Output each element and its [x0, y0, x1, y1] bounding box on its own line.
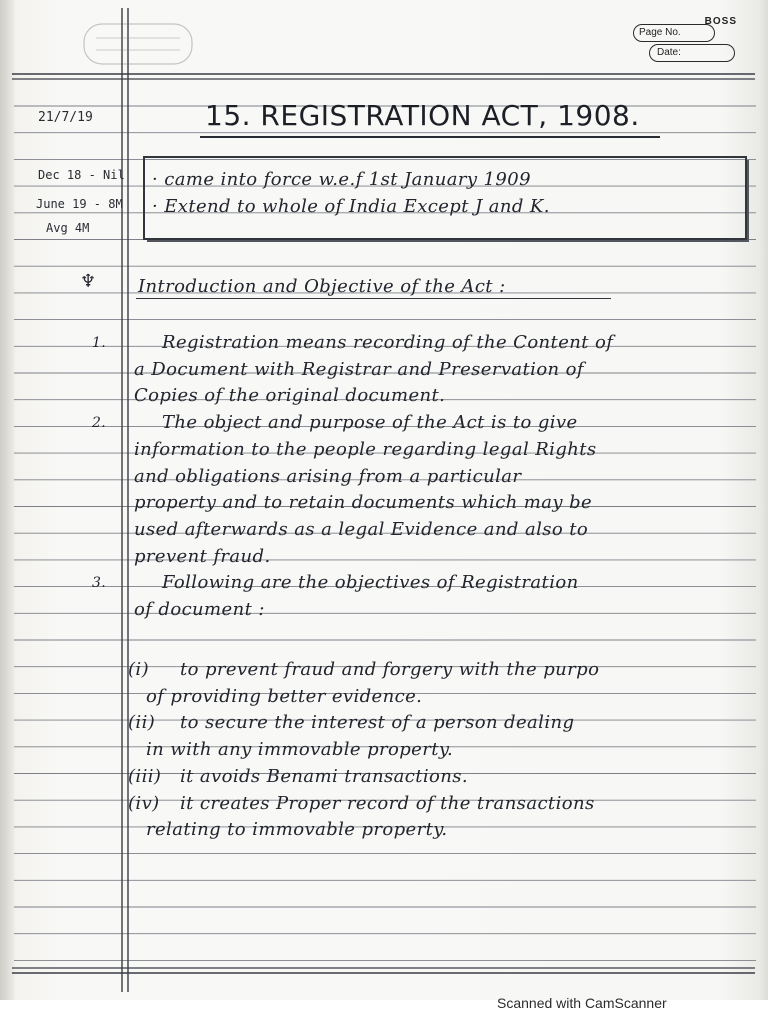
body-line: Registration means recording of the Content of	[162, 332, 614, 353]
brand-label: BOSS	[704, 16, 737, 27]
date-label: Date:	[657, 47, 681, 58]
fact-line: · Extend to whole of India Except J and K.	[152, 196, 550, 217]
faded-stamp-icon	[76, 18, 200, 70]
title-underline	[200, 136, 660, 138]
exam-stat-avg: Avg 4M	[46, 221, 90, 235]
body-line: and obligations arising from a particular	[134, 465, 522, 487]
body-line: property and to retain documents which may be	[134, 492, 593, 514]
scanner-watermark: Scanned with CamScanner	[497, 995, 667, 1011]
body-line: The object and purpose of the Act is to give	[162, 412, 578, 434]
body-line: a Document with Registrar and Preservation of	[134, 358, 584, 380]
objective-label: (iii)	[128, 765, 162, 787]
body-line: of document :	[134, 599, 265, 620]
notebook-header-logo	[633, 16, 741, 66]
page-title: 15. REGISTRATION ACT, 1908.	[205, 99, 640, 132]
objective-line: it creates Proper record of the transactions	[180, 792, 595, 814]
objective-line: to prevent fraud and forgery with the purpo	[180, 659, 600, 680]
exam-stat-june: June 19 - 8M	[36, 197, 123, 211]
section-heading-underline	[136, 298, 611, 299]
fact-line: · came into force w.e.f 1st January 1909	[152, 169, 531, 190]
body-line: used afterwards as a legal Evidence and also to	[134, 518, 589, 540]
exam-stat-dec: Dec 18 - Nil	[38, 168, 125, 182]
objective-label: (i)	[128, 659, 150, 680]
objective-line: of providing better evidence.	[146, 685, 423, 707]
item-number: 1.	[92, 335, 107, 351]
body-line: Copies of the original document.	[134, 385, 446, 407]
objective-line: relating to immovable property.	[146, 819, 448, 841]
body-line: prevent fraud.	[134, 545, 271, 567]
item-number: 3.	[92, 575, 107, 592]
body-line: Following are the objectives of Registration	[162, 572, 579, 594]
section-bullet-icon: ♆	[80, 271, 97, 292]
page-no-label: Page No.	[639, 27, 681, 38]
objective-label: (ii)	[128, 712, 156, 734]
margin-date: 21/7/19	[38, 110, 93, 125]
objective-line: it avoids Benami transactions.	[180, 765, 469, 787]
section-heading: Introduction and Objective of the Act :	[138, 276, 506, 297]
objective-line: to secure the interest of a person dealing	[180, 712, 575, 734]
objective-label: (iv)	[128, 792, 160, 814]
body-line: information to the people regarding legal Rights	[134, 438, 597, 460]
item-number: 2.	[92, 415, 107, 432]
objective-line: in with any immovable property.	[146, 739, 454, 761]
